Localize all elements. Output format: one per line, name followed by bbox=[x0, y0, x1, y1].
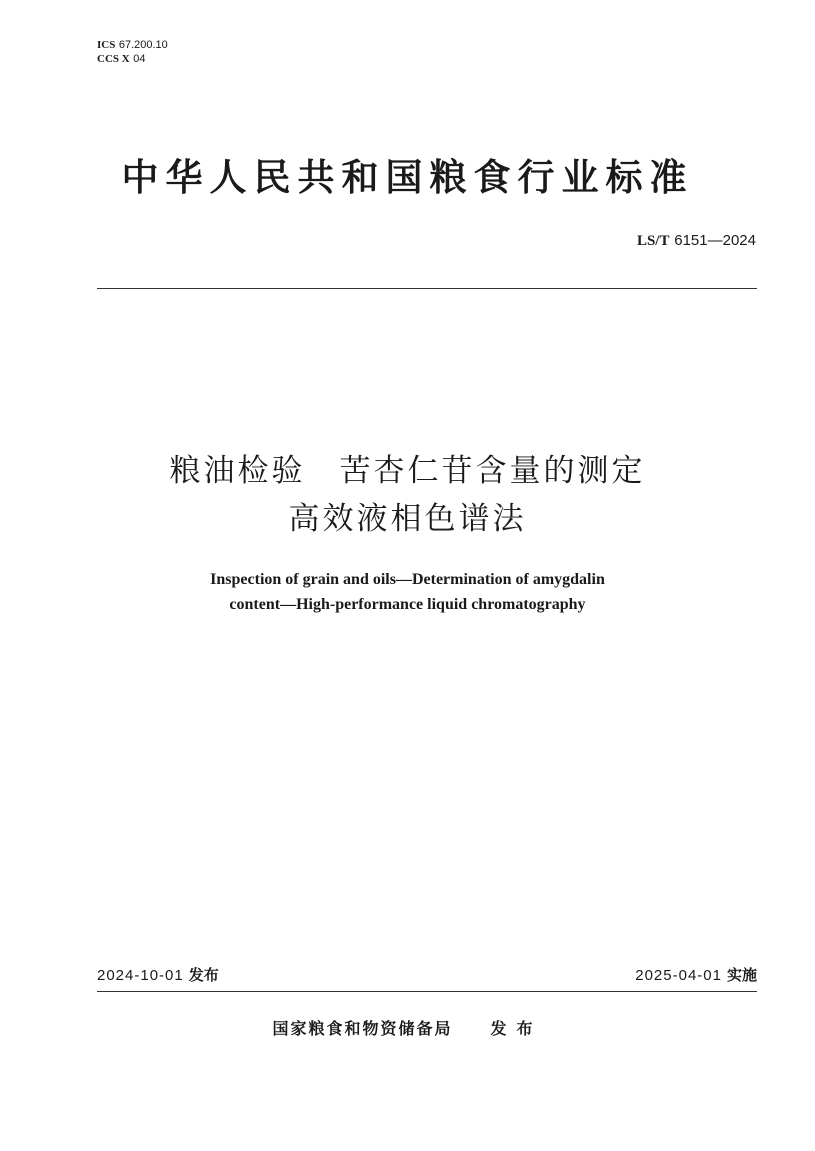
standard-number-value: 6151—2024 bbox=[674, 232, 756, 249]
issuer-name: 国家粮食和物资储备局 bbox=[272, 1019, 453, 1038]
issuing-authority bbox=[0, 1017, 815, 1041]
standard-number-prefix: LS/T bbox=[636, 233, 670, 249]
english-title-line-2: content—High-performance liquid chromatography bbox=[229, 596, 586, 613]
publish-date-value: 2024-10-01 bbox=[97, 967, 184, 984]
bottom-divider bbox=[97, 991, 757, 992]
implementation-date-value: 2025-04-01 bbox=[635, 967, 722, 984]
ics-label: ICS bbox=[97, 39, 116, 51]
publish-label: 发布 bbox=[188, 966, 219, 984]
implementation-date bbox=[635, 964, 757, 987]
chinese-title-line-2: 高效液相色谱法 bbox=[288, 501, 527, 537]
top-divider bbox=[97, 288, 757, 289]
standard-category-title: 中华人民共和国粮食行业标准 bbox=[121, 156, 694, 199]
chinese-title-line-1: 粮油检验 苦杏仁苷含量的测定 bbox=[169, 453, 646, 489]
ics-code bbox=[97, 38, 168, 52]
ccs-code bbox=[97, 52, 145, 66]
implementation-label: 实施 bbox=[726, 966, 757, 984]
english-title-line-1: Inspection of grain and oils—Determination of amygdalin bbox=[210, 571, 605, 588]
standard-number bbox=[637, 230, 756, 251]
publish-date bbox=[97, 964, 219, 987]
ccs-value: 04 bbox=[133, 53, 146, 65]
ics-value: 67.200.10 bbox=[118, 39, 168, 51]
issuer-action: 发布 bbox=[490, 1019, 543, 1038]
ccs-label: CCS X bbox=[97, 53, 130, 65]
